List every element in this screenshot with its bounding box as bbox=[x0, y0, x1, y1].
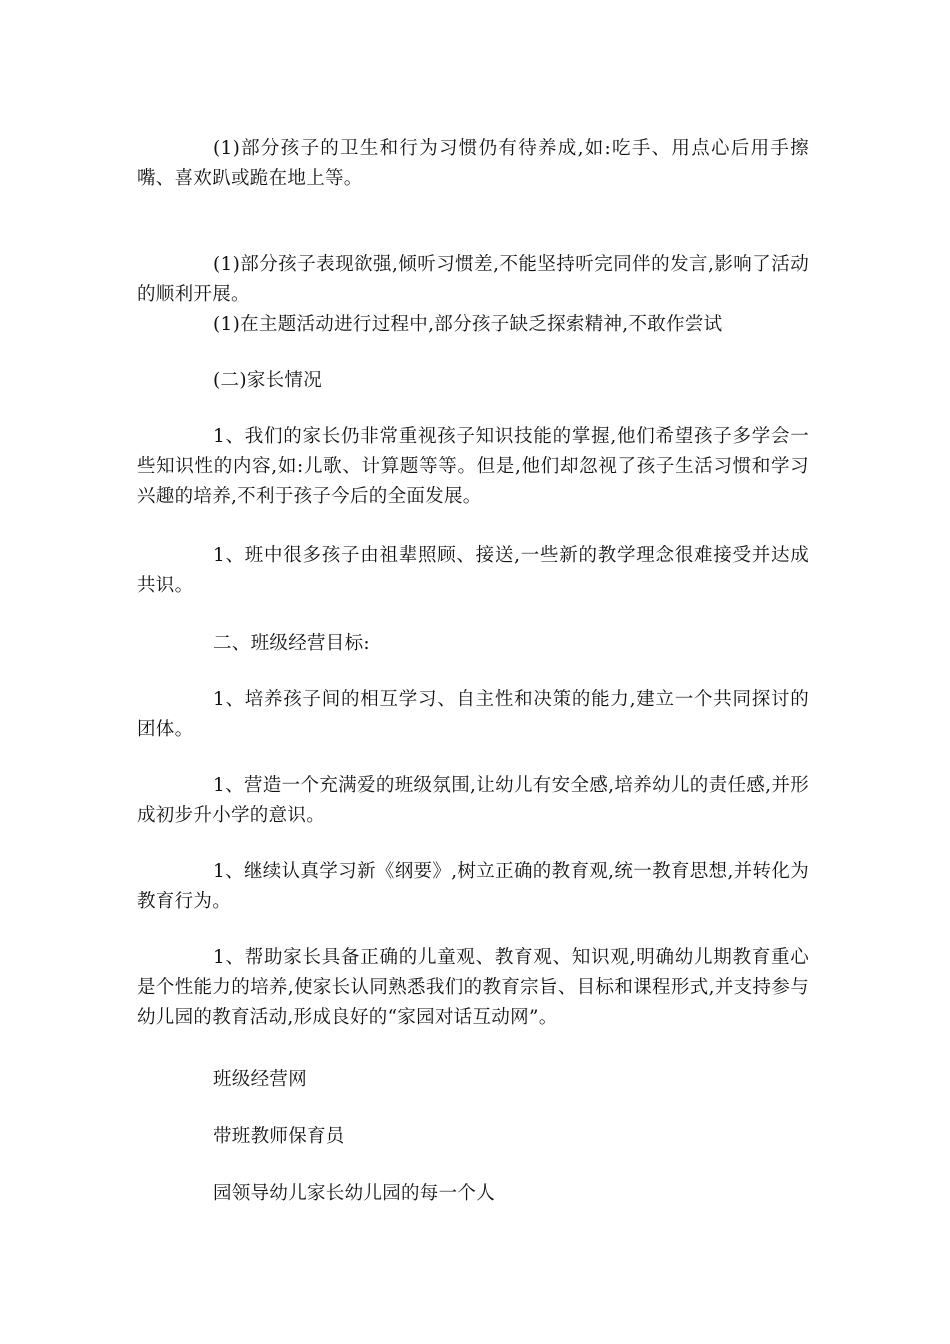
paragraph-goal-learning: 1、培养孩子间的相互学习、自主性和决策的能力,建立一个共同探讨的团体。 bbox=[137, 689, 809, 740]
section-heading-class-goals: 二、班级经营目标: bbox=[213, 633, 370, 654]
paragraph-listening-habits: (1)部分孩子表现欲强,倾听习惯差,不能坚持听完同伴的发言,影响了活动的顺利开展。 bbox=[137, 254, 809, 305]
label-class-network: 班级经营网 bbox=[213, 1069, 308, 1090]
paragraph-exploration-spirit: (1)在主题活动进行过程中,部分孩子缺乏探索精神,不敢作尝试 bbox=[213, 314, 723, 335]
paragraph-goal-parents: 1、帮助家长具备正确的儿童观、教育观、知识观,明确幼儿期教育重心是个性能力的培养,使家长认同熟悉我们的教育宗旨、目标和课程形式,并支持参与幼儿园的教育活动,形成良好的“家园对话互动网”。 bbox=[137, 947, 809, 1028]
label-everyone: 园领导幼儿家长幼儿园的每一个人 bbox=[213, 1183, 496, 1204]
paragraph-grandparents: 1、班中很多孩子由祖辈照顾、接送,一些新的教学理念很难接受并达成共识。 bbox=[137, 545, 809, 596]
paragraph-parents-knowledge: 1、我们的家长仍非常重视孩子知识技能的掌握,他们希望孩子多学会一些知识性的内容,如:儿歌、计算题等等。但是,他们却忽视了孩子生活习惯和学习兴趣的培养,不利于孩子今后的全面发展。 bbox=[137, 426, 809, 507]
paragraph-goal-guidelines: 1、继续认真学习新《纲要》,树立正确的教育观,统一教育思想,并转化为教育行为。 bbox=[137, 861, 809, 912]
section-heading-parents: (二)家长情况 bbox=[213, 370, 323, 391]
paragraph-goal-atmosphere: 1、营造一个充满爱的班级氛围,让幼儿有安全感,培养幼儿的责任感,并形成初步升小学的意识。 bbox=[137, 775, 809, 826]
label-teachers: 带班教师保育员 bbox=[213, 1126, 345, 1147]
paragraph-hygiene-habits: (1)部分孩子的卫生和行为习惯仍有待养成,如:吃手、用点心后用手擦嘴、喜欢趴或跪在地上等。 bbox=[137, 138, 809, 189]
